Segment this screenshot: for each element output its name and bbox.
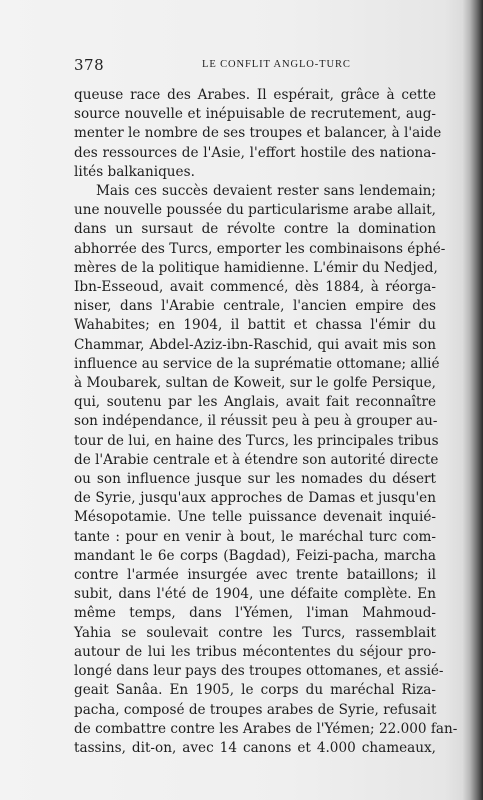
text-line: Wahabites; en 1904, il battit et chassa l'émir du xyxy=(74,317,436,334)
text-line: pacha, composé de troupes arabes de Syrie, refusait xyxy=(74,701,437,718)
running-title: LE CONFLIT ANGLO-TURC xyxy=(202,59,351,70)
text-line: Mésopotamie. Une telle puissance devenait inquié- xyxy=(74,509,436,526)
text-line: geait Sanâa. En 1905, le corps du maréchal Riza- xyxy=(74,682,436,699)
text-line: tante : pour en venir à bout, le maréchal turc com- xyxy=(74,528,436,545)
text-line: de combattre contre les Arabes de l'Yémen; 22.000 fan- xyxy=(74,720,458,737)
text-line: Ibn-Esseoud, avait commencé, dès 1884, à réorga- xyxy=(74,279,436,296)
text-line: queuse race des Arabes. Il espérait, grâce à cette xyxy=(74,87,436,103)
text-line: de Syrie, jusqu'aux approches de Damas et jusqu'en xyxy=(74,490,436,507)
text-line: longé dans leur pays des troupes ottomanes, et assié- xyxy=(74,663,444,680)
text-line: ou son influence jusque sur les nomades du désert xyxy=(74,471,436,488)
book-gutter-shadow xyxy=(463,0,483,800)
text-line: dans un sursaut de révolte contre la domination xyxy=(74,221,436,238)
text-line: de l'Arabie centrale et à étendre son autorité directe xyxy=(74,451,439,468)
page-header xyxy=(74,56,426,74)
text-line: autour de lui les tribus mécontentes du séjour pro- xyxy=(74,643,436,660)
text-line: même temps, dans l'Yémen, l'iman Mahmoud- xyxy=(74,605,436,622)
text-line: menter le nombre de ses troupes et balancer, à l'aide xyxy=(74,125,442,142)
text-line: Chammar, Abdel-Aziz-ibn-Raschid, qui avait mis son xyxy=(74,336,436,353)
text-line: lités balkaniques. xyxy=(74,163,195,180)
text-line: tassins, dit-on, avec 14 canons et 4.000 chameaux, xyxy=(74,739,436,756)
text-line: contre l'armée insurgée avec trente bataillons; il xyxy=(74,567,436,584)
text-line: source nouvelle et inépuisable de recrutement, aug- xyxy=(74,106,436,123)
body-text xyxy=(74,86,458,758)
text-line: qui, soutenu par les Anglais, avait fait reconnaître xyxy=(74,394,436,411)
text-line: une nouvelle poussée du particularisme arabe allait, xyxy=(74,202,436,219)
text-line: influence au service de la suprématie ottomane; allié xyxy=(74,355,440,372)
page-number: 378 xyxy=(74,56,105,74)
text-line: subit, dans l'été de 1904, une défaite complète. En xyxy=(74,586,436,603)
text-line: niser, dans l'Arabie centrale, l'ancien empire des xyxy=(74,298,436,315)
text-line: des ressources de l'Asie, l'effort hostile des nationa- xyxy=(74,144,436,161)
text-line: Yahia se soulevait contre les Turcs, rassemblait xyxy=(74,624,436,641)
text-line: à Moubarek, sultan de Koweit, sur le golfe Persique, xyxy=(74,375,436,392)
text-line: tour de lui, en haine des Turcs, les principales tribus xyxy=(74,432,439,449)
text-line: son indépendance, il réussit peu à peu à grouper au- xyxy=(74,413,438,430)
text-line: mères de la politique hamidienne. L'émir du Nedjed, xyxy=(74,259,438,276)
text-line: abhorrée des Turcs, emporter les combinaisons éphé- xyxy=(74,240,446,257)
text-line: Mais ces succès devaient rester sans lendemain; xyxy=(96,183,436,200)
text-line: mandant le 6e corps (Bagdad), Feizi-pacha, marcha xyxy=(74,547,436,564)
